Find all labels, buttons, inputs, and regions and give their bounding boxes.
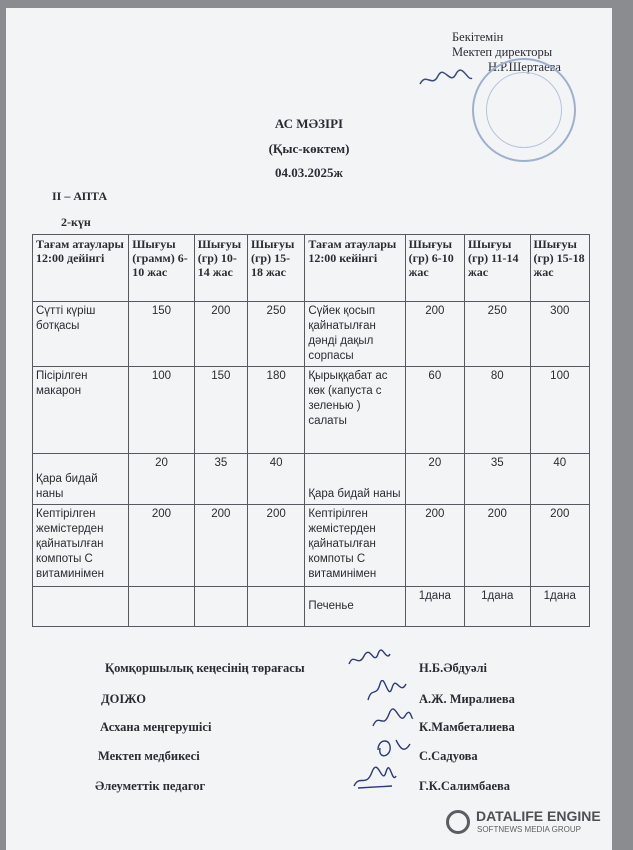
portion-cell: 250 — [465, 302, 531, 367]
portion-cell: 250 — [247, 302, 304, 367]
portion-cell: 300 — [530, 302, 589, 367]
watermark-logo-icon — [446, 810, 470, 834]
portion-cell — [129, 587, 195, 627]
portion-cell: 150 — [194, 367, 247, 454]
signature-name: С.Садуова — [419, 749, 478, 763]
approval-word: Бекітемін — [452, 30, 504, 44]
table-row — [33, 505, 590, 587]
signature-name: К.Мамбеталиева — [419, 720, 515, 734]
portion-cell: 40 — [247, 454, 304, 505]
dish-cell: Сүйек қосып қайнатылған дәнді дақыл сорпасы — [305, 302, 405, 367]
watermark-subtitle: SOFTNEWS MEDIA GROUP — [477, 825, 582, 834]
watermark-title: DATALIFE ENGINE — [476, 808, 601, 824]
signature-role: ДОІЖО — [101, 692, 146, 706]
dish-cell: Пісірілген макарон — [33, 367, 129, 454]
portion-cell: 60 — [405, 367, 464, 454]
approval-position: Мектеп директоры — [452, 45, 553, 59]
table-row — [33, 454, 590, 505]
dish-cell: Печенье — [305, 587, 405, 627]
menu-date: 04.03.2025ж — [275, 165, 343, 180]
dish-cell: Қара бидай наны — [305, 454, 405, 505]
column-header: Шығуы (гр) 10-14 жас — [194, 235, 247, 302]
signature-name: Г.К.Салимбаева — [419, 779, 511, 793]
portion-cell: 20 — [129, 454, 195, 505]
signature-scribble-icon — [346, 648, 392, 672]
signature-role: Асхана меңгерушісі — [100, 720, 212, 734]
week-label: ІІ – АПТА — [52, 189, 108, 203]
portion-cell: 35 — [465, 454, 531, 505]
table-row — [33, 302, 590, 367]
dish-cell — [33, 587, 129, 627]
portion-cell: 20 — [405, 454, 464, 505]
dish-cell: Кептірілген жемістерден қайнатылған компоты С витаминімен — [33, 505, 129, 587]
director-signature-icon — [416, 66, 476, 92]
signature-name: А.Ж. Миралиева — [419, 692, 515, 706]
portion-cell: 1дана — [405, 587, 464, 627]
dish-cell: Қырыққабат ас көк (капуста с зеленью ) салаты — [305, 367, 405, 454]
portion-cell: 200 — [465, 505, 531, 587]
column-header: Шығуы (гр) 11-14 жас — [465, 235, 531, 302]
portion-cell: 200 — [194, 505, 247, 587]
signature-scribble-icon — [364, 680, 410, 704]
portion-cell: 200 — [530, 505, 589, 587]
portion-cell: 180 — [247, 367, 304, 454]
portion-cell: 100 — [530, 367, 589, 454]
menu-document — [6, 8, 612, 850]
dish-cell: Кептірілген жемістерден қайнатылған компоты С витаминімен — [305, 505, 405, 587]
table-row — [33, 587, 590, 627]
table-row — [33, 367, 590, 454]
portion-cell: 100 — [129, 367, 195, 454]
portion-cell: 1дана — [465, 587, 531, 627]
menu-season: (Қыс-көктем) — [268, 141, 350, 156]
signature-role: Қомқоршылық кеңесінің төрағасы — [105, 661, 305, 675]
column-header: Шығуы (грамм) 6-10 жас — [129, 235, 195, 302]
portion-cell: 80 — [465, 367, 531, 454]
portion-cell: 40 — [530, 454, 589, 505]
signature-scribble-icon — [352, 766, 398, 790]
column-header: Шығуы (гр) 15-18 жас — [530, 235, 589, 302]
portion-cell — [247, 587, 304, 627]
approval-director-name: Н.Р.Шертаева — [488, 60, 561, 74]
dish-cell: Қара бидай наны — [33, 454, 129, 505]
signature-scribble-icon — [370, 736, 416, 760]
column-header: Шығуы (гр) 15-18 жас — [247, 235, 304, 302]
portion-cell — [194, 587, 247, 627]
day-label: 2-күн — [61, 215, 91, 229]
portion-cell: 200 — [405, 505, 464, 587]
dish-cell: Сүтті күріш ботқасы — [33, 302, 129, 367]
signature-role: Әлеуметтік педагог — [95, 779, 206, 793]
column-header: Шығуы (гр) 6-10 жас — [405, 235, 464, 302]
signature-name: Н.Б.Әбдуәлі — [419, 661, 488, 675]
column-header: Тағам атаулары 12:00 дейінгі — [33, 235, 129, 302]
signature-role: Мектеп медбикесі — [98, 749, 200, 763]
column-header: Тағам атаулары 12:00 кейінгі — [305, 235, 405, 302]
portion-cell: 200 — [247, 505, 304, 587]
portion-cell: 200 — [194, 302, 247, 367]
portion-cell: 200 — [405, 302, 464, 367]
portion-cell: 200 — [129, 505, 195, 587]
portion-cell: 1дана — [530, 587, 589, 627]
portion-cell: 150 — [129, 302, 195, 367]
menu-title: АС МӘЗІРІ — [274, 116, 344, 131]
menu-table — [32, 234, 590, 627]
table-header-row — [33, 235, 590, 302]
signature-scribble-icon — [369, 708, 415, 732]
portion-cell: 35 — [194, 454, 247, 505]
